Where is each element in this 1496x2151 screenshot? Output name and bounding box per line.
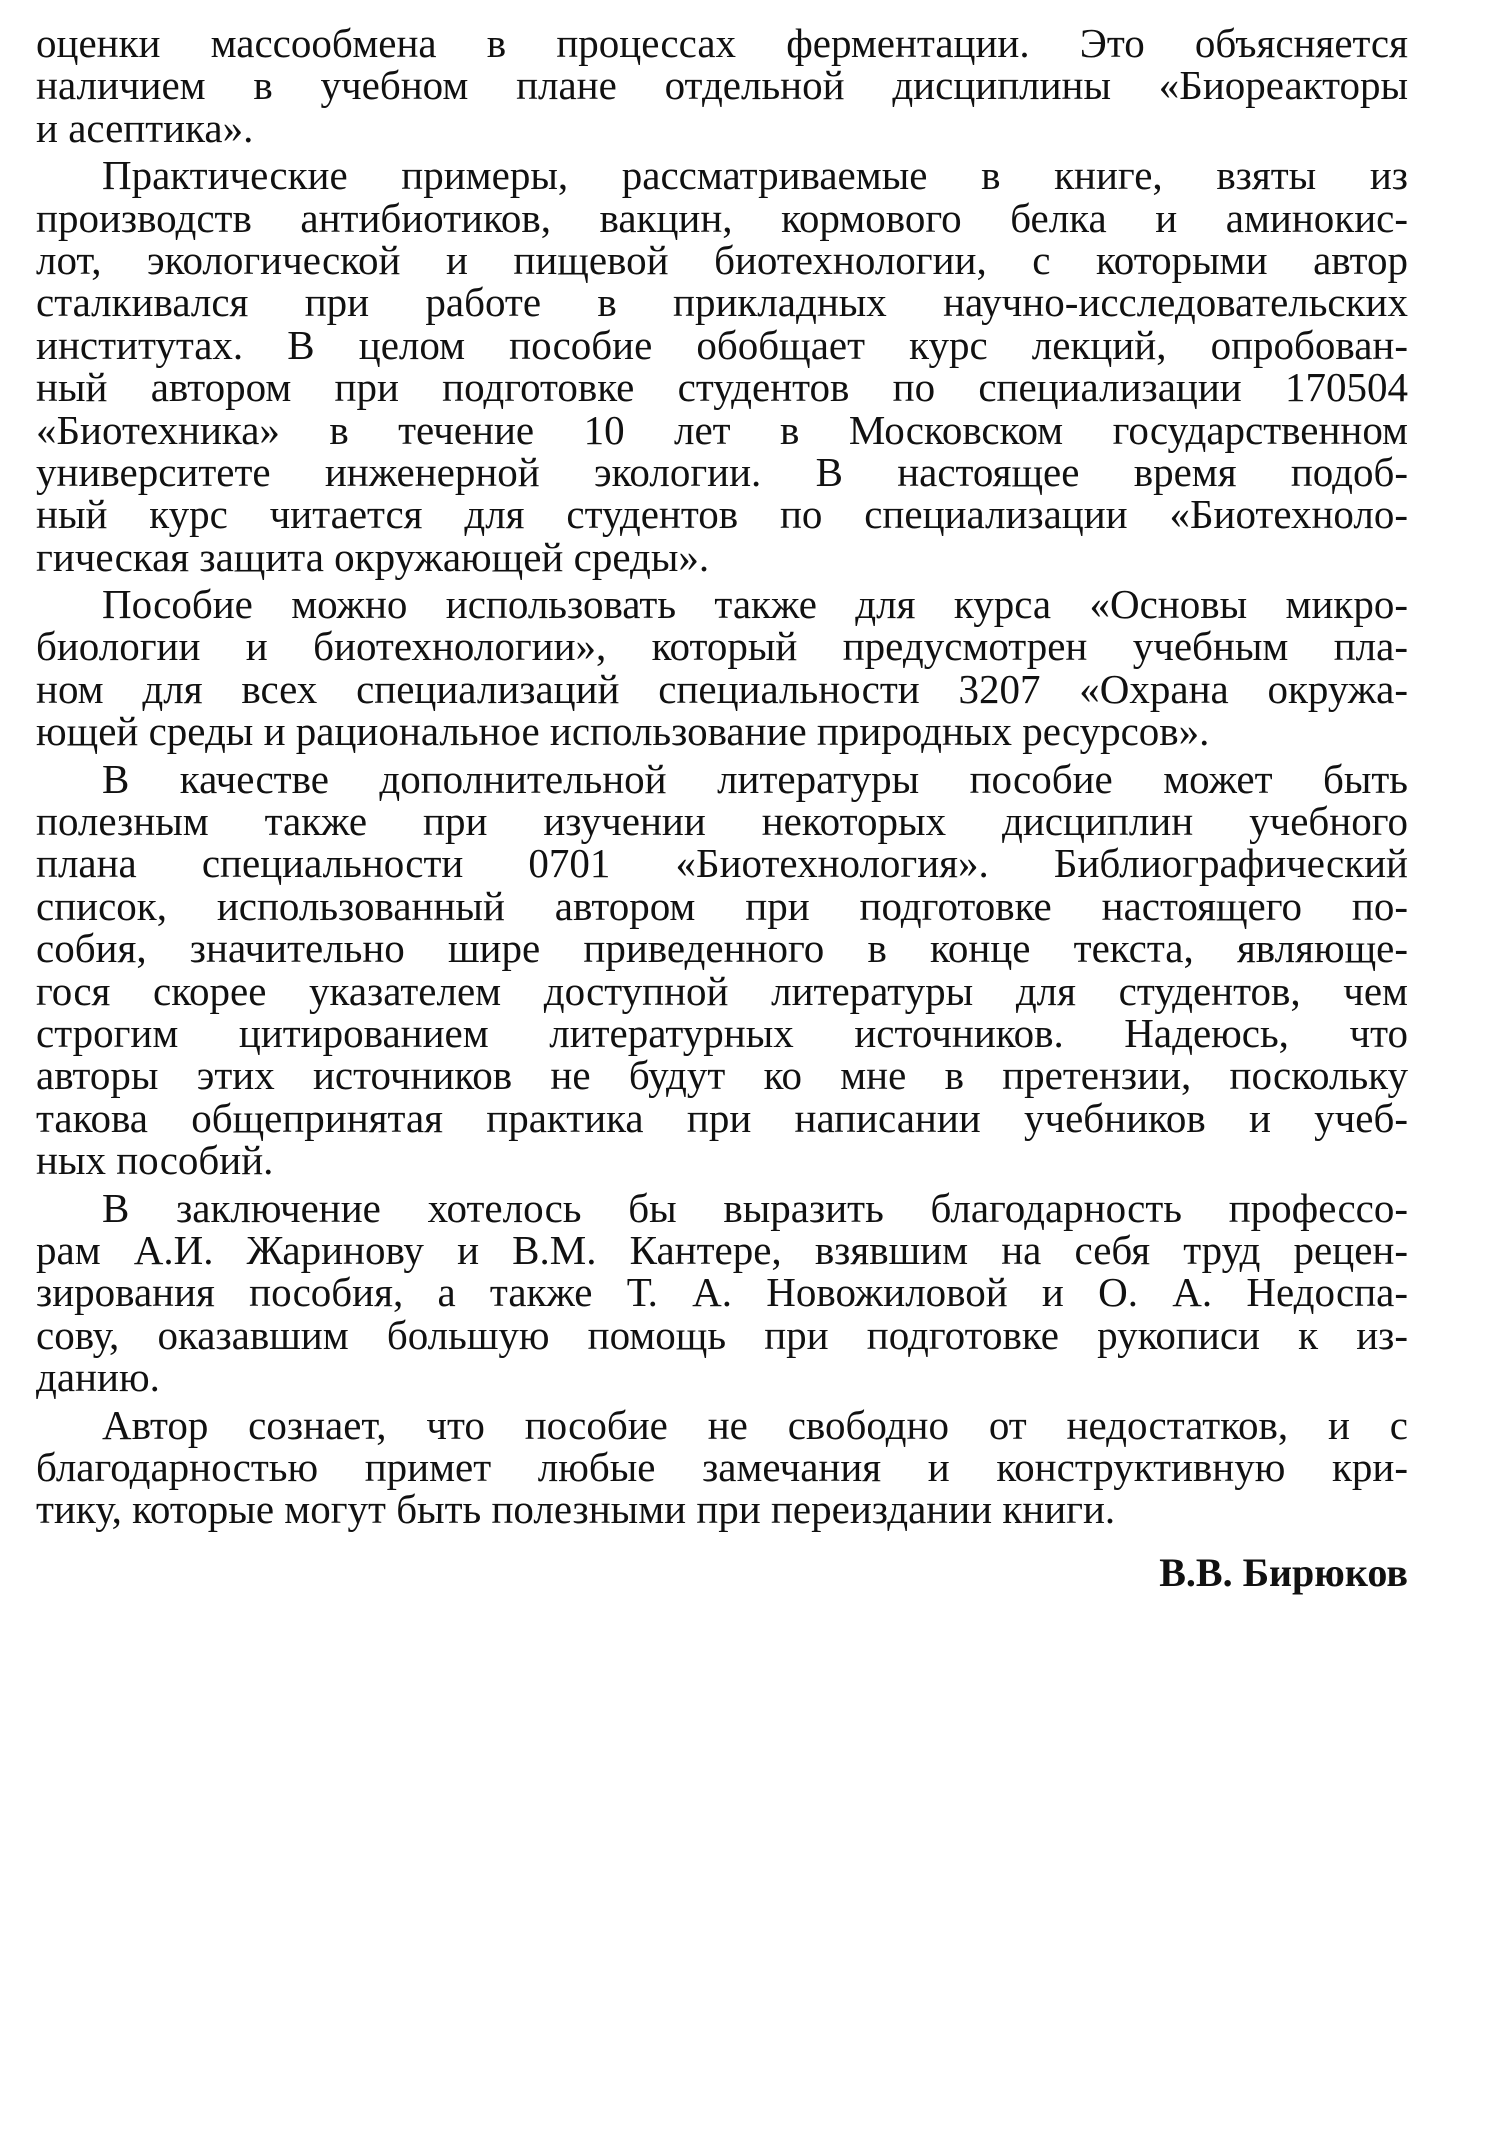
- text-line: Автор сознает, что пособие не свободно от недостатков, и с: [102, 1401, 1408, 1448]
- text-line: В качестве дополнительной литературы пособие может быть: [102, 755, 1408, 802]
- text-line: зирования пособия, а также Т. А. Новожиловой и О. А. Недоспа-: [36, 1269, 1408, 1316]
- text-line: собия, значительно шире приведенного в конце текста, являюще-: [36, 925, 1408, 972]
- text-line: «Биотехника» в течение 10 лет в Московском государственном: [36, 406, 1408, 453]
- text-line: данию.: [36, 1354, 160, 1401]
- paragraph: [36, 1401, 1408, 1533]
- text-body: [36, 22, 1408, 1531]
- paragraph: [36, 755, 1408, 1184]
- text-line: тику, которые могут быть полезными при переиздании книги.: [36, 1486, 1116, 1533]
- text-line: ных пособий.: [36, 1137, 274, 1184]
- text-line: институтах. В целом пособие обобщает курс лекций, опробован-: [36, 321, 1408, 368]
- text-line: строгим цитированием литературных источников. Надеюсь, что: [36, 1009, 1408, 1056]
- text-line: и асептика».: [36, 104, 254, 151]
- text-line: производств антибиотиков, вакцин, кормового белка и аминокис-: [36, 194, 1408, 241]
- text-line: гическая защита окружающей среды».: [36, 533, 710, 580]
- text-line: гося скорее указателем доступной литературы для студентов, чем: [36, 967, 1408, 1014]
- text-line: Практические примеры, рассматриваемые в книге, взяты из: [102, 152, 1408, 199]
- text-line: такова общепринятая практика при написании учебников и учеб-: [36, 1094, 1408, 1141]
- text-line: оценки массообмена в процессах ферментации. Это объясняется: [36, 20, 1408, 66]
- text-line: университете инженерной экологии. В настоящее время подоб-: [36, 448, 1408, 495]
- text-line: рам А.И. Жаринову и В.М. Кантере, взявшим на себя труд рецен-: [36, 1226, 1408, 1273]
- paragraph: [36, 583, 1408, 753]
- text-line: сову, оказавшим большую помощь при подготовке рукописи к из-: [36, 1311, 1408, 1358]
- text-line: наличием в учебном плане отдельной дисциплины «Биореакторы: [36, 62, 1408, 109]
- text-line: полезным также при изучении некоторых дисциплин учебного: [36, 798, 1408, 845]
- paragraph: [36, 1184, 1408, 1401]
- paragraph: [36, 22, 1408, 149]
- text-line: ный автором при подготовке студентов по специализации 170504: [36, 364, 1408, 411]
- text-line: ный курс читается для студентов по специализации «Биотехноло-: [36, 491, 1408, 538]
- document-page: [36, 22, 1408, 1595]
- text-line: В заключение хотелось бы выразить благодарность профессо-: [102, 1184, 1408, 1231]
- text-line: ном для всех специализаций специальности 3207 «Охрана окружа-: [36, 665, 1408, 712]
- paragraph: [36, 154, 1408, 578]
- text-line: список, использованный автором при подготовке настоящего по-: [36, 882, 1408, 929]
- text-line: авторы этих источников не будут ко мне в претензии, поскольку: [36, 1052, 1408, 1099]
- text-line: сталкивался при работе в прикладных научно-исследовательских: [36, 279, 1408, 326]
- text-line: благодарностью примет любые замечания и конструктивную кри-: [36, 1443, 1408, 1490]
- text-line: Пособие можно использовать также для курса «Основы микро-: [102, 581, 1408, 628]
- author-signature: В.В. Бирюков: [1159, 1549, 1408, 1595]
- text-line: плана специальности 0701 «Биотехнология». Библиографический: [36, 840, 1408, 887]
- text-line: ющей среды и рациональное использование природных ресурсов».: [36, 708, 1210, 755]
- text-line: биологии и биотехнологии», который предусмотрен учебным пла-: [36, 623, 1408, 670]
- text-line: лот, экологической и пищевой биотехнологии, с которыми автор: [36, 236, 1408, 283]
